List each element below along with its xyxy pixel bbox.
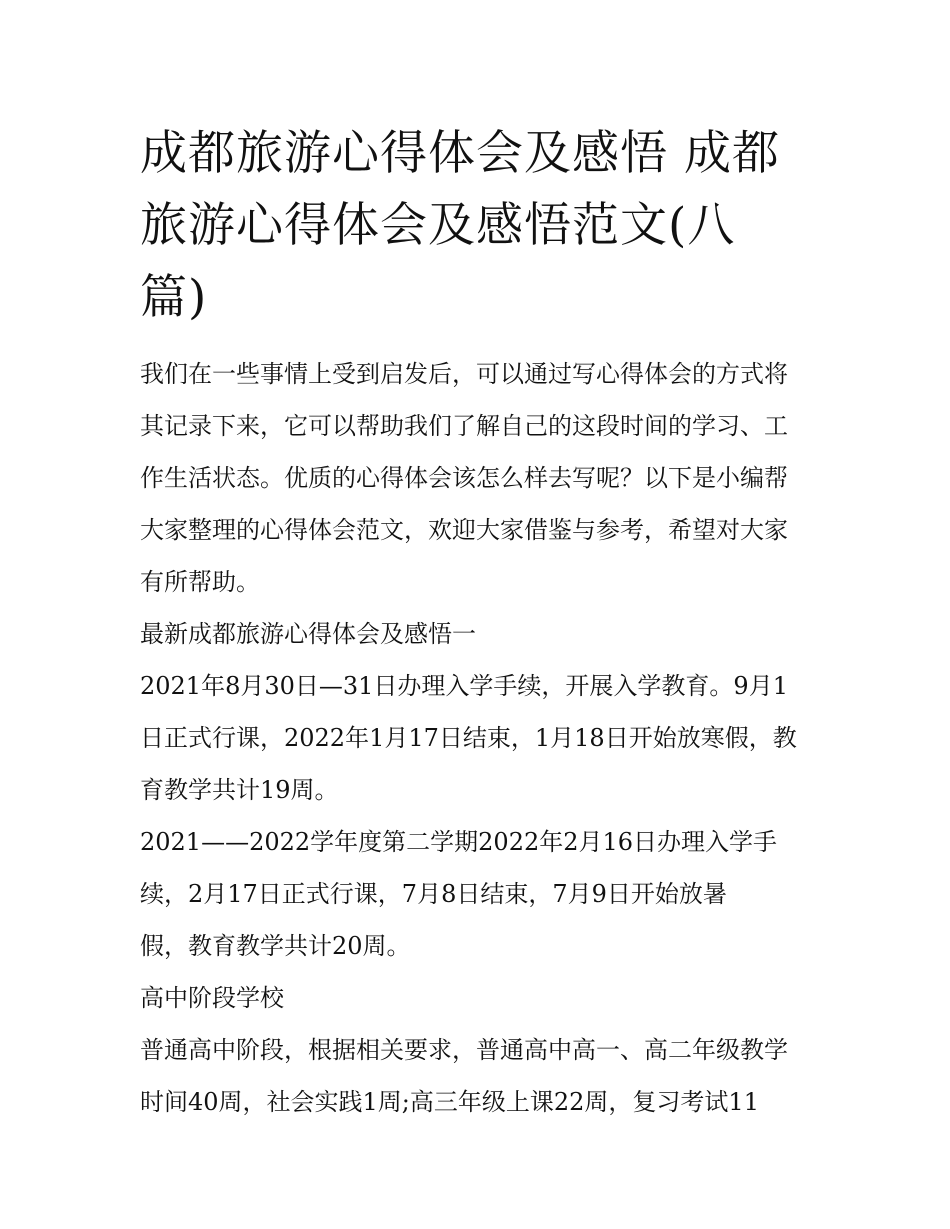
text-line: 时间40周，社会实践1周;高三年级上课22周，复习考试11: [140, 1088, 759, 1116]
text-line: 续，2月17日正式行课，7月8日结束，7月9日开始放暑: [140, 880, 727, 908]
schedule-paragraph-2: [140, 816, 812, 972]
high-school-paragraph: [140, 1024, 812, 1128]
text-line: 有所帮助。: [140, 568, 260, 596]
schedule-paragraph-1: [140, 660, 812, 816]
document-content: [140, 118, 812, 1128]
title-line: 旅游心得体会及感悟范文(八: [140, 198, 736, 253]
text-line: 大家整理的心得体会范文，欢迎大家借鉴与参考，希望对大家: [140, 516, 788, 544]
text-line: 其记录下来，它可以帮助我们了解自己的这段时间的学习、工: [140, 412, 788, 440]
text-line: 2021年8月30日—31日办理入学手续，开展入学教育。9月1: [140, 672, 788, 700]
intro-paragraph: [140, 348, 812, 608]
text-line: 作生活状态。优质的心得体会该怎么样去写呢？以下是小编帮: [140, 464, 788, 492]
text-line: 2021——2022学年度第二学期2022年2月16日办理入学手: [140, 828, 778, 856]
section-heading: [140, 608, 812, 660]
section-heading-text: 最新成都旅游心得体会及感悟一: [140, 620, 476, 648]
title-line: 篇): [140, 270, 208, 325]
subheading: [140, 972, 812, 1024]
title-line: 成都旅游心得体会及感悟 成都: [140, 126, 780, 181]
text-line: 我们在一些事情上受到启发后，可以通过写心得体会的方式将: [140, 360, 788, 388]
text-line: 假，教育教学共计20周。: [140, 932, 411, 960]
text-line: 日正式行课，2022年1月17日结束，1月18日开始放寒假，教: [140, 724, 797, 752]
document-title: [140, 118, 812, 334]
subheading-text: 高中阶段学校: [140, 984, 284, 1012]
text-line: 育教学共计19周。: [140, 776, 339, 804]
text-line: 普通高中阶段，根据相关要求，普通高中高一、高二年级教学: [140, 1036, 788, 1064]
